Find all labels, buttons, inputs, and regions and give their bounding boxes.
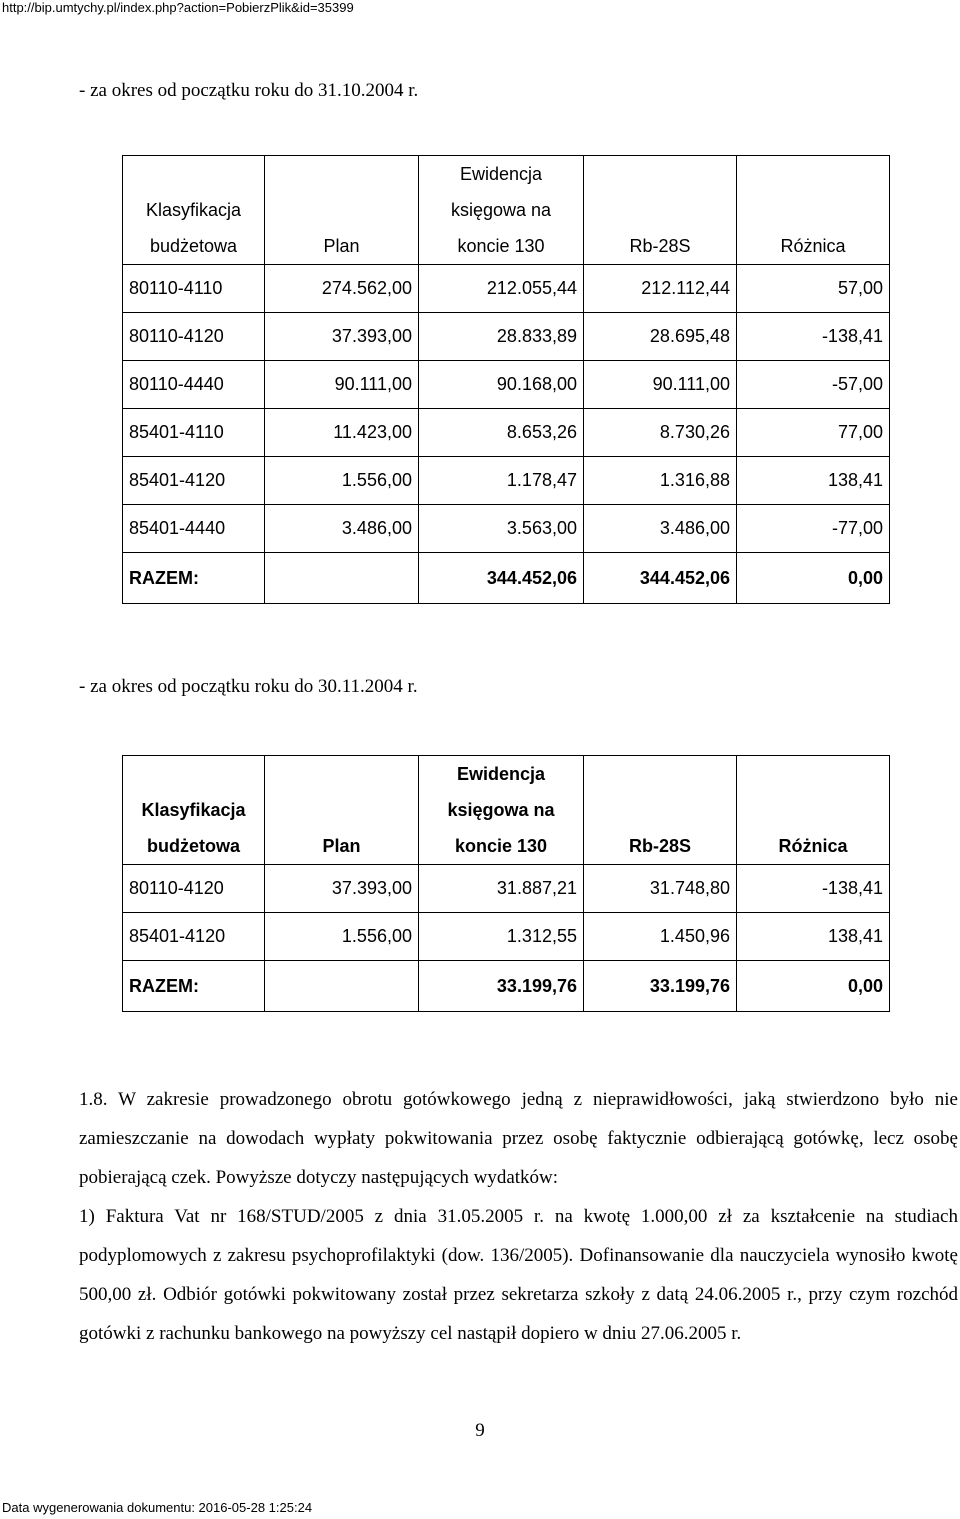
total-rb28s-cell: 33.199,76 — [584, 961, 737, 1012]
classification-cell: 85401-4110 — [123, 409, 265, 457]
header-rb28s: Rb-28S — [584, 156, 737, 265]
header-rb28s: Rb-28S — [584, 756, 737, 865]
table-row — [123, 265, 890, 313]
ledger-cell: 31.887,21 — [419, 865, 584, 913]
total-difference-cell: 0,00 — [737, 961, 890, 1012]
ledger-cell: 212.055,44 — [419, 265, 584, 313]
header-plan: Plan — [265, 156, 419, 265]
rb28s-cell: 90.111,00 — [584, 361, 737, 409]
header-difference: Różnica — [737, 756, 890, 865]
table-row — [123, 865, 890, 913]
finding-item-1: 1) Faktura Vat nr 168/STUD/2005 z dnia 31.05.2005 r. na kwotę 1.000,00 zł za kształcenie na studiach podyplomowych z zakresu psychoprofilaktyki (dow. 136/2005). Dofinansowanie dla nauczyciela wynosiło kwotę 500,00 zł. Odbiór gotówki pokwitowany został przez sekretarza szkoły z datą 24.06.2005 r., przy czym rozchód gotówki z rachunku bankowego na powyższy cel nastąpił dopiero w dniu 27.06.2005 r. — [79, 1206, 958, 1344]
plan-cell: 11.423,00 — [265, 409, 419, 457]
rb28s-cell: 3.486,00 — [584, 505, 737, 553]
table-row — [123, 313, 890, 361]
rb28s-cell: 1.450,96 — [584, 913, 737, 961]
total-label: RAZEM: — [123, 553, 265, 604]
difference-cell: 138,41 — [737, 913, 890, 961]
rb28s-cell: 1.316,88 — [584, 457, 737, 505]
page-number: 9 — [475, 1420, 485, 1441]
plan-cell: 90.111,00 — [265, 361, 419, 409]
classification-cell: 80110-4440 — [123, 361, 265, 409]
rb28s-cell: 31.748,80 — [584, 865, 737, 913]
rb28s-cell: 8.730,26 — [584, 409, 737, 457]
table-total-row — [123, 553, 890, 604]
header-plan: Plan — [265, 756, 419, 865]
header-classification: Klasyfikacja budżetowa — [123, 156, 265, 265]
rb28s-cell: 212.112,44 — [584, 265, 737, 313]
total-label: RAZEM: — [123, 961, 265, 1012]
classification-cell: 85401-4120 — [123, 913, 265, 961]
budget-table-october — [122, 155, 890, 604]
ledger-cell: 90.168,00 — [419, 361, 584, 409]
difference-cell: 138,41 — [737, 457, 890, 505]
plan-cell: 37.393,00 — [265, 313, 419, 361]
header-classification: Klasyfikacja budżetowa — [123, 756, 265, 865]
difference-cell: 57,00 — [737, 265, 890, 313]
header-difference: Różnica — [737, 156, 890, 265]
plan-cell: 1.556,00 — [265, 457, 419, 505]
total-plan-cell — [265, 553, 419, 604]
difference-cell: -57,00 — [737, 361, 890, 409]
classification-cell: 80110-4110 — [123, 265, 265, 313]
ledger-cell: 8.653,26 — [419, 409, 584, 457]
findings-paragraph — [79, 1080, 958, 1353]
total-ledger-cell: 33.199,76 — [419, 961, 584, 1012]
section1-title: - za okres od początku roku do 31.10.2004 r. — [79, 80, 419, 101]
classification-cell: 80110-4120 — [123, 313, 265, 361]
table-header-row — [123, 156, 890, 265]
table-row — [123, 913, 890, 961]
ledger-cell: 1.178,47 — [419, 457, 584, 505]
total-ledger-cell: 344.452,06 — [419, 553, 584, 604]
difference-cell: -77,00 — [737, 505, 890, 553]
table-row — [123, 409, 890, 457]
section2-title: - za okres od początku roku do 30.11.2004 r. — [79, 676, 418, 697]
total-rb28s-cell: 344.452,06 — [584, 553, 737, 604]
header-ledger: Ewidencja księgowa na koncie 130 — [419, 756, 584, 865]
classification-cell: 80110-4120 — [123, 865, 265, 913]
source-url: http://bip.umtychy.pl/index.php?action=PobierzPlik&id=35399 — [2, 0, 354, 15]
plan-cell: 274.562,00 — [265, 265, 419, 313]
finding-intro: 1.8. W zakresie prowadzonego obrotu gotówkowego jedną z nieprawidłowości, jaką stwierdzono było nie zamieszczanie na dowodach wypłaty pokwitowania przez osobę faktycznie odbierającą gotówkę, lecz osobę pobierającą czek. Powyższe dotyczy następujących wydatków: — [79, 1089, 958, 1188]
table-row — [123, 361, 890, 409]
table-total-row — [123, 961, 890, 1012]
plan-cell: 3.486,00 — [265, 505, 419, 553]
total-plan-cell — [265, 961, 419, 1012]
table-row — [123, 505, 890, 553]
generation-date: Data wygenerowania dokumentu: 2016-05-28 1:25:24 — [2, 1500, 313, 1515]
total-difference-cell: 0,00 — [737, 553, 890, 604]
ledger-cell: 3.563,00 — [419, 505, 584, 553]
difference-cell: -138,41 — [737, 313, 890, 361]
ledger-cell: 28.833,89 — [419, 313, 584, 361]
plan-cell: 1.556,00 — [265, 913, 419, 961]
plan-cell: 37.393,00 — [265, 865, 419, 913]
difference-cell: 77,00 — [737, 409, 890, 457]
ledger-cell: 1.312,55 — [419, 913, 584, 961]
difference-cell: -138,41 — [737, 865, 890, 913]
header-ledger: Ewidencja księgowa na koncie 130 — [419, 156, 584, 265]
budget-table-november — [122, 755, 890, 1012]
classification-cell: 85401-4120 — [123, 457, 265, 505]
table-header-row — [123, 756, 890, 865]
rb28s-cell: 28.695,48 — [584, 313, 737, 361]
table-row — [123, 457, 890, 505]
classification-cell: 85401-4440 — [123, 505, 265, 553]
